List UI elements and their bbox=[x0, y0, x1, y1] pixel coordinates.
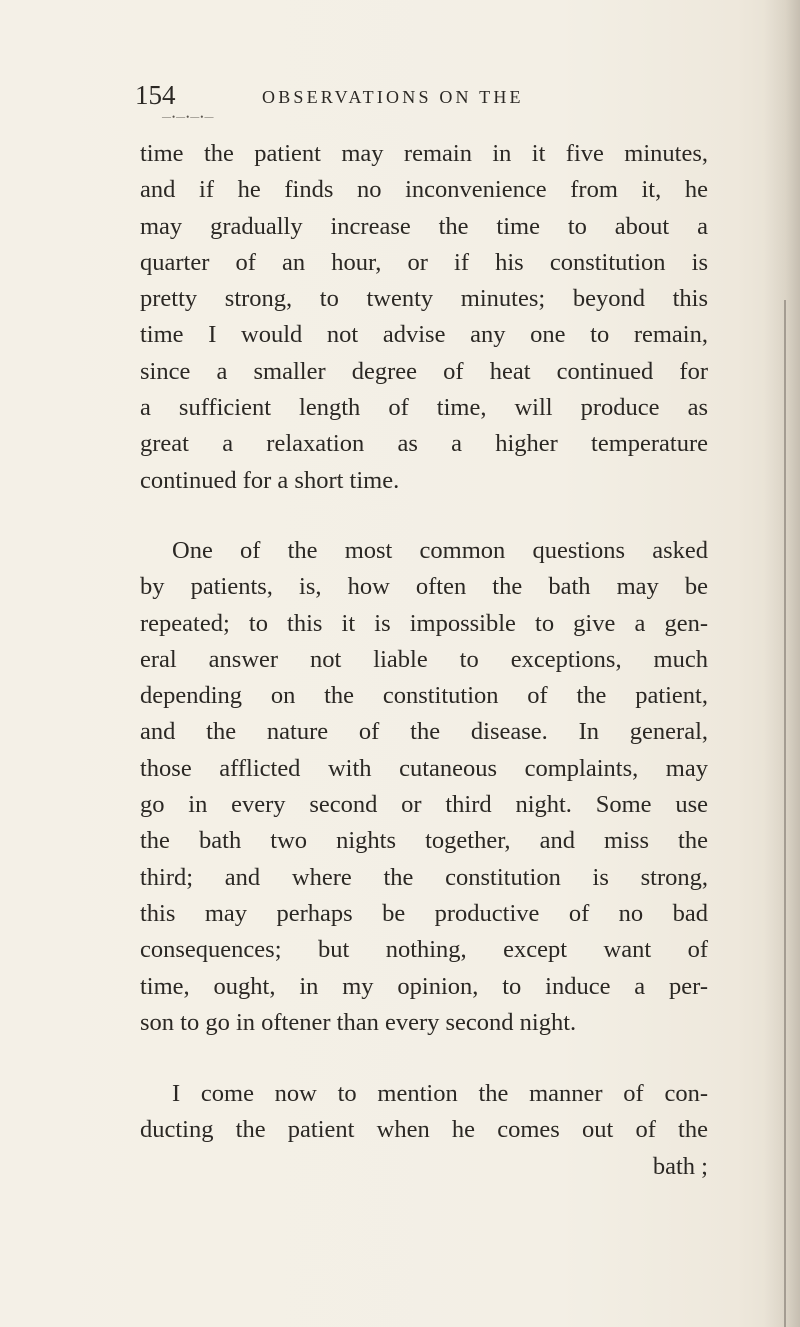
paragraph-gap bbox=[140, 1041, 708, 1076]
text-line: consequences; but nothing, except want of bbox=[140, 936, 708, 964]
text-line: quarter of an hour, or if his constitution is bbox=[140, 248, 708, 276]
text-line: eral answer not liable to exceptions, much bbox=[140, 645, 708, 673]
paragraph-gap bbox=[140, 499, 708, 533]
page-edge-shadow bbox=[764, 0, 800, 1327]
text-line: One of the most common questions asked bbox=[172, 536, 708, 564]
text-line: by patients, is, how often the bath may be bbox=[140, 573, 708, 601]
text-line: and if he finds no inconvenience from it, he bbox=[140, 176, 708, 204]
text-line: since a smaller degree of heat continued for bbox=[140, 357, 708, 385]
catchword: bath ; bbox=[652, 1152, 708, 1180]
text-line: son to go in oftener than every second night. bbox=[140, 1008, 577, 1036]
text-line: pretty strong, to twenty minutes; beyond this bbox=[140, 285, 708, 313]
text-line: repeated; to this it is impossible to give a gen- bbox=[140, 609, 708, 637]
paragraph-2 bbox=[140, 533, 708, 1041]
page-number: 154 bbox=[135, 80, 176, 110]
page-header bbox=[135, 80, 695, 120]
text-line: I come now to mention the manner of con- bbox=[172, 1080, 708, 1108]
text-line: great a relaxation as a higher temperature bbox=[140, 430, 708, 458]
text-line: depending on the constitution of the patient, bbox=[140, 682, 708, 710]
text-line: ducting the patient when he comes out of the bbox=[140, 1116, 708, 1144]
body-text bbox=[140, 136, 708, 1185]
text-line: continued for a short time. bbox=[140, 466, 400, 494]
text-line: a sufficient length of time, will produce as bbox=[140, 394, 708, 422]
text-line: those afflicted with cutaneous complaints, may bbox=[140, 754, 708, 782]
running-head: OBSERVATIONS ON THE bbox=[262, 87, 524, 107]
text-line: this may perhaps be productive of no bad bbox=[140, 899, 708, 927]
page-edge-line bbox=[784, 300, 786, 1327]
paragraph-1 bbox=[140, 136, 708, 499]
header-ornament: —•—•—•— bbox=[162, 112, 215, 122]
text-line: third; and where the constitution is strong, bbox=[140, 863, 708, 891]
text-line: and the nature of the disease. In general, bbox=[140, 718, 708, 746]
text-line: the bath two nights together, and miss the bbox=[140, 827, 708, 855]
text-line: time I would not advise any one to remain, bbox=[140, 321, 708, 349]
text-line: time the patient may remain in it five minutes, bbox=[140, 140, 708, 167]
paragraph-3 bbox=[140, 1076, 708, 1149]
text-line: go in every second or third night. Some use bbox=[140, 791, 708, 819]
text-line: time, ought, in my opinion, to induce a per- bbox=[140, 972, 708, 1000]
text-line: may gradually increase the time to about a bbox=[140, 212, 708, 240]
